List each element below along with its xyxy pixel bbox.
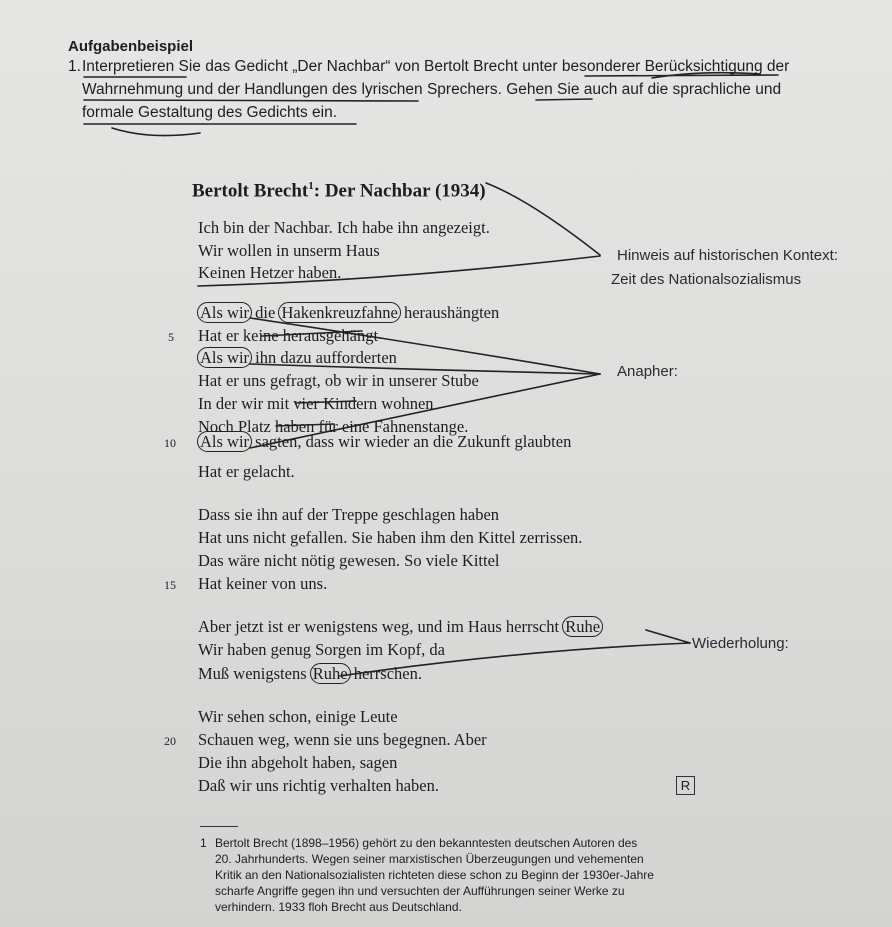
verse-text: herrschen. — [349, 664, 422, 683]
verse-line-11: Hat er gelacht. — [198, 462, 295, 481]
line-number-5: 5 — [168, 330, 174, 344]
verse-line-15: Hat keiner von uns. — [198, 574, 328, 593]
verse-line-16 — [198, 617, 602, 637]
swoosh-under-task — [112, 128, 200, 136]
verse-text: heraushängten — [399, 303, 500, 322]
underline-wahrnehmung — [84, 100, 418, 101]
circled-als-wir: Als wir — [197, 302, 252, 323]
circled-hakenkreuzfahne: Hakenkreuzfahne — [278, 302, 400, 323]
verse-line-5: Hat er keine herausgehängt — [198, 326, 379, 345]
circled-als-wir: Als wir — [197, 431, 252, 452]
footnote-marker: 1 — [308, 180, 314, 192]
circled-ruhe: Ruhe — [310, 663, 351, 684]
verse-line-21: Die ihn abgeholt haben, sagen — [198, 753, 398, 772]
footnote-line-1: Bertolt Brecht (1898–1956) gehört zu den bekanntesten deutschen Autoren des — [215, 836, 638, 850]
poem-title — [192, 180, 486, 202]
task-line-1: Interpretieren Sie das Gedicht „Der Nachbar“ von Bertolt Brecht unter besonderer Berücksichtigung der — [82, 58, 790, 75]
footnote-line-3: Kritik an den Nationalsozialisten richteten diese schon zu Beginn der 1930er-Jahre — [215, 868, 654, 882]
verse-text: Aber jetzt ist er wenigstens weg, und im Haus herrscht — [198, 617, 564, 636]
task-line-3: formale Gestaltung des Gedichts ein. — [82, 104, 338, 121]
verse-text: die — [251, 303, 280, 322]
circled-ruhe: Ruhe — [562, 616, 603, 637]
footnote-divider — [200, 826, 238, 827]
underline-gehen-sie — [536, 99, 592, 100]
verse-line-22: Daß wir uns richtig verhalten haben. — [198, 776, 440, 795]
footnote-line-5: verhindern. 1933 floh Brecht aus Deutschland. — [215, 900, 462, 914]
task-number: 1. — [68, 58, 81, 75]
verse-line-8: In der wir mit vier Kindern wohnen — [198, 394, 434, 413]
verse-line-19: Wir sehen schon, einige Leute — [198, 707, 398, 726]
verse-line-7: Hat er uns gefragt, ob wir in unserer Stube — [198, 371, 479, 390]
line-number-15: 15 — [164, 578, 176, 592]
connector-wiederholung-1 — [646, 630, 690, 643]
verse-line-13: Hat uns nicht gefallen. Sie haben ihm den Kittel zerrissen. — [198, 528, 583, 547]
verse-text: Muß wenigstens — [198, 664, 311, 683]
task-line-2: Wahrnehmung und der Handlungen des lyrischen Sprechers. Gehen Sie auch auf die sprachliche und — [82, 81, 782, 98]
verse-line-18 — [198, 664, 422, 684]
verse-line-14: Das wäre nicht nötig gewesen. So viele Kittel — [198, 551, 500, 570]
footnote-line-2: 20. Jahrhunderts. Wegen seiner marxistischen Überzeugungen und vehementen — [215, 852, 644, 866]
verse-line-4 — [198, 303, 499, 323]
verse-line-3: Keinen Hetzer haben. — [198, 263, 342, 282]
verse-line-6 — [198, 348, 397, 368]
verse-line-17: Wir haben genug Sorgen im Kopf, da — [198, 640, 445, 659]
footnote-line-4: scharfe Angriffe gegen ihn und versuchten der Aufführungen seiner Werke zu — [215, 884, 625, 898]
annotation-context-1: Hinweis auf historischen Kontext: — [617, 247, 838, 264]
circled-als-wir: Als wir — [197, 347, 252, 368]
annotation-anapher: Anapher: — [617, 363, 678, 380]
footnote-number: 1 — [200, 836, 207, 850]
verse-line-9: Noch Platz haben für eine Fahnenstange. — [198, 417, 469, 436]
verse-line-1: Ich bin der Nachbar. Ich habe ihn angezeigt. — [198, 218, 490, 237]
verse-line-20: Schauen weg, wenn sie uns begegnen. Aber — [198, 730, 487, 749]
connector-title — [486, 183, 600, 255]
verse-text: ihn dazu aufforderten — [251, 348, 397, 367]
verse-line-10 — [198, 432, 571, 452]
line-number-10: 10 — [164, 436, 176, 450]
task-heading: Aufgabenbeispiel — [68, 38, 194, 55]
r-box: R — [676, 776, 695, 795]
annotation-wiederholung: Wiederholung: — [692, 635, 789, 652]
poem-author: Bertolt Brecht — [192, 180, 309, 202]
poem-title-text: : Der Nachbar (1934) — [313, 180, 486, 202]
line-number-20: 20 — [164, 734, 176, 748]
verse-text: sagten, dass wir wieder an die Zukunft glaubten — [251, 432, 572, 451]
verse-line-12: Dass sie ihn auf der Treppe geschlagen haben — [198, 505, 500, 524]
verse-line-2: Wir wollen in unserm Haus — [198, 241, 380, 260]
annotation-context-2: Zeit des Nationalsozialismus — [611, 271, 802, 288]
